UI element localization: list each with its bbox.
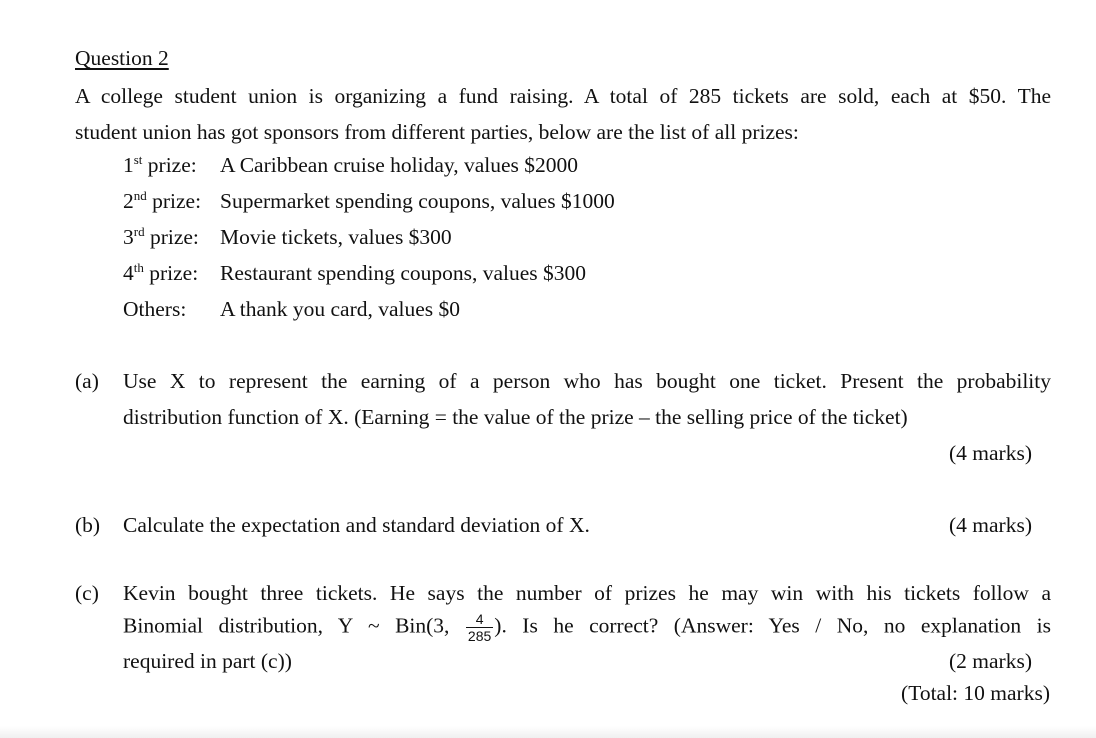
prize-label: 4th prize:: [123, 260, 199, 285]
part-c-line-1: Kevin bought three tickets. He says the number of prizes he may win with his tickets follow a: [123, 581, 1051, 605]
part-c-marks: (2 marks): [949, 649, 1032, 673]
part-c-line-2-pre: Binomial distribution, Y ~ Bin(3,: [123, 613, 450, 638]
prize-description: Restaurant spending coupons, values $300: [220, 261, 587, 285]
prize-label: Others:: [123, 297, 187, 321]
part-b-line-1: Calculate the expectation and standard deviation of X.: [123, 513, 590, 537]
part-a-marks: (4 marks): [949, 441, 1032, 465]
intro-line-1: A college student union is organizing a fund raising. A total of 285 tickets are sold, each at $50. The: [75, 84, 1051, 108]
intro-line-2: student union has got sponsors from different parties, below are the list of all prizes:: [75, 120, 799, 144]
prize-description: A thank you card, values $0: [220, 297, 461, 321]
part-a-line-1: Use X to represent the earning of a person who has bought one ticket. Present the probability: [123, 369, 1051, 393]
part-a-label: (a): [75, 369, 99, 393]
prize-description: Supermarket spending coupons, values $1000: [220, 189, 615, 213]
prize-description: A Caribbean cruise holiday, values $2000: [220, 153, 579, 177]
part-a-line-2: distribution function of X. (Earning = the value of the prize – the selling price of the ticket): [123, 405, 908, 429]
prize-label: 1st prize:: [123, 152, 197, 177]
part-b-label: (b): [75, 513, 101, 537]
prize-description: Movie tickets, values $300: [220, 225, 452, 249]
part-c-line-2: [123, 612, 1051, 643]
prize-row-3: [123, 225, 452, 250]
fraction-numerator: 4: [475, 611, 484, 627]
prize-row-1: [123, 153, 578, 178]
total-marks: (Total: 10 marks): [901, 681, 1050, 705]
page-bottom-shadow: [0, 726, 1096, 738]
prize-row-others: [123, 297, 460, 322]
fraction-denominator: 285: [467, 628, 492, 644]
prize-row-2: [123, 189, 615, 214]
prize-label: 3rd prize:: [123, 224, 199, 249]
prize-label: 2nd prize:: [123, 188, 202, 213]
part-c-label: (c): [75, 581, 99, 605]
question-title: Question 2: [75, 46, 169, 70]
part-c-line-3: required in part (c)): [123, 649, 292, 673]
part-c-line-2-post: ). Is he correct? (Answer: Yes / No, no explanation is: [494, 613, 1052, 638]
part-b-marks: (4 marks): [949, 513, 1032, 537]
prize-row-4: [123, 261, 586, 286]
probability-fraction: [466, 612, 493, 643]
